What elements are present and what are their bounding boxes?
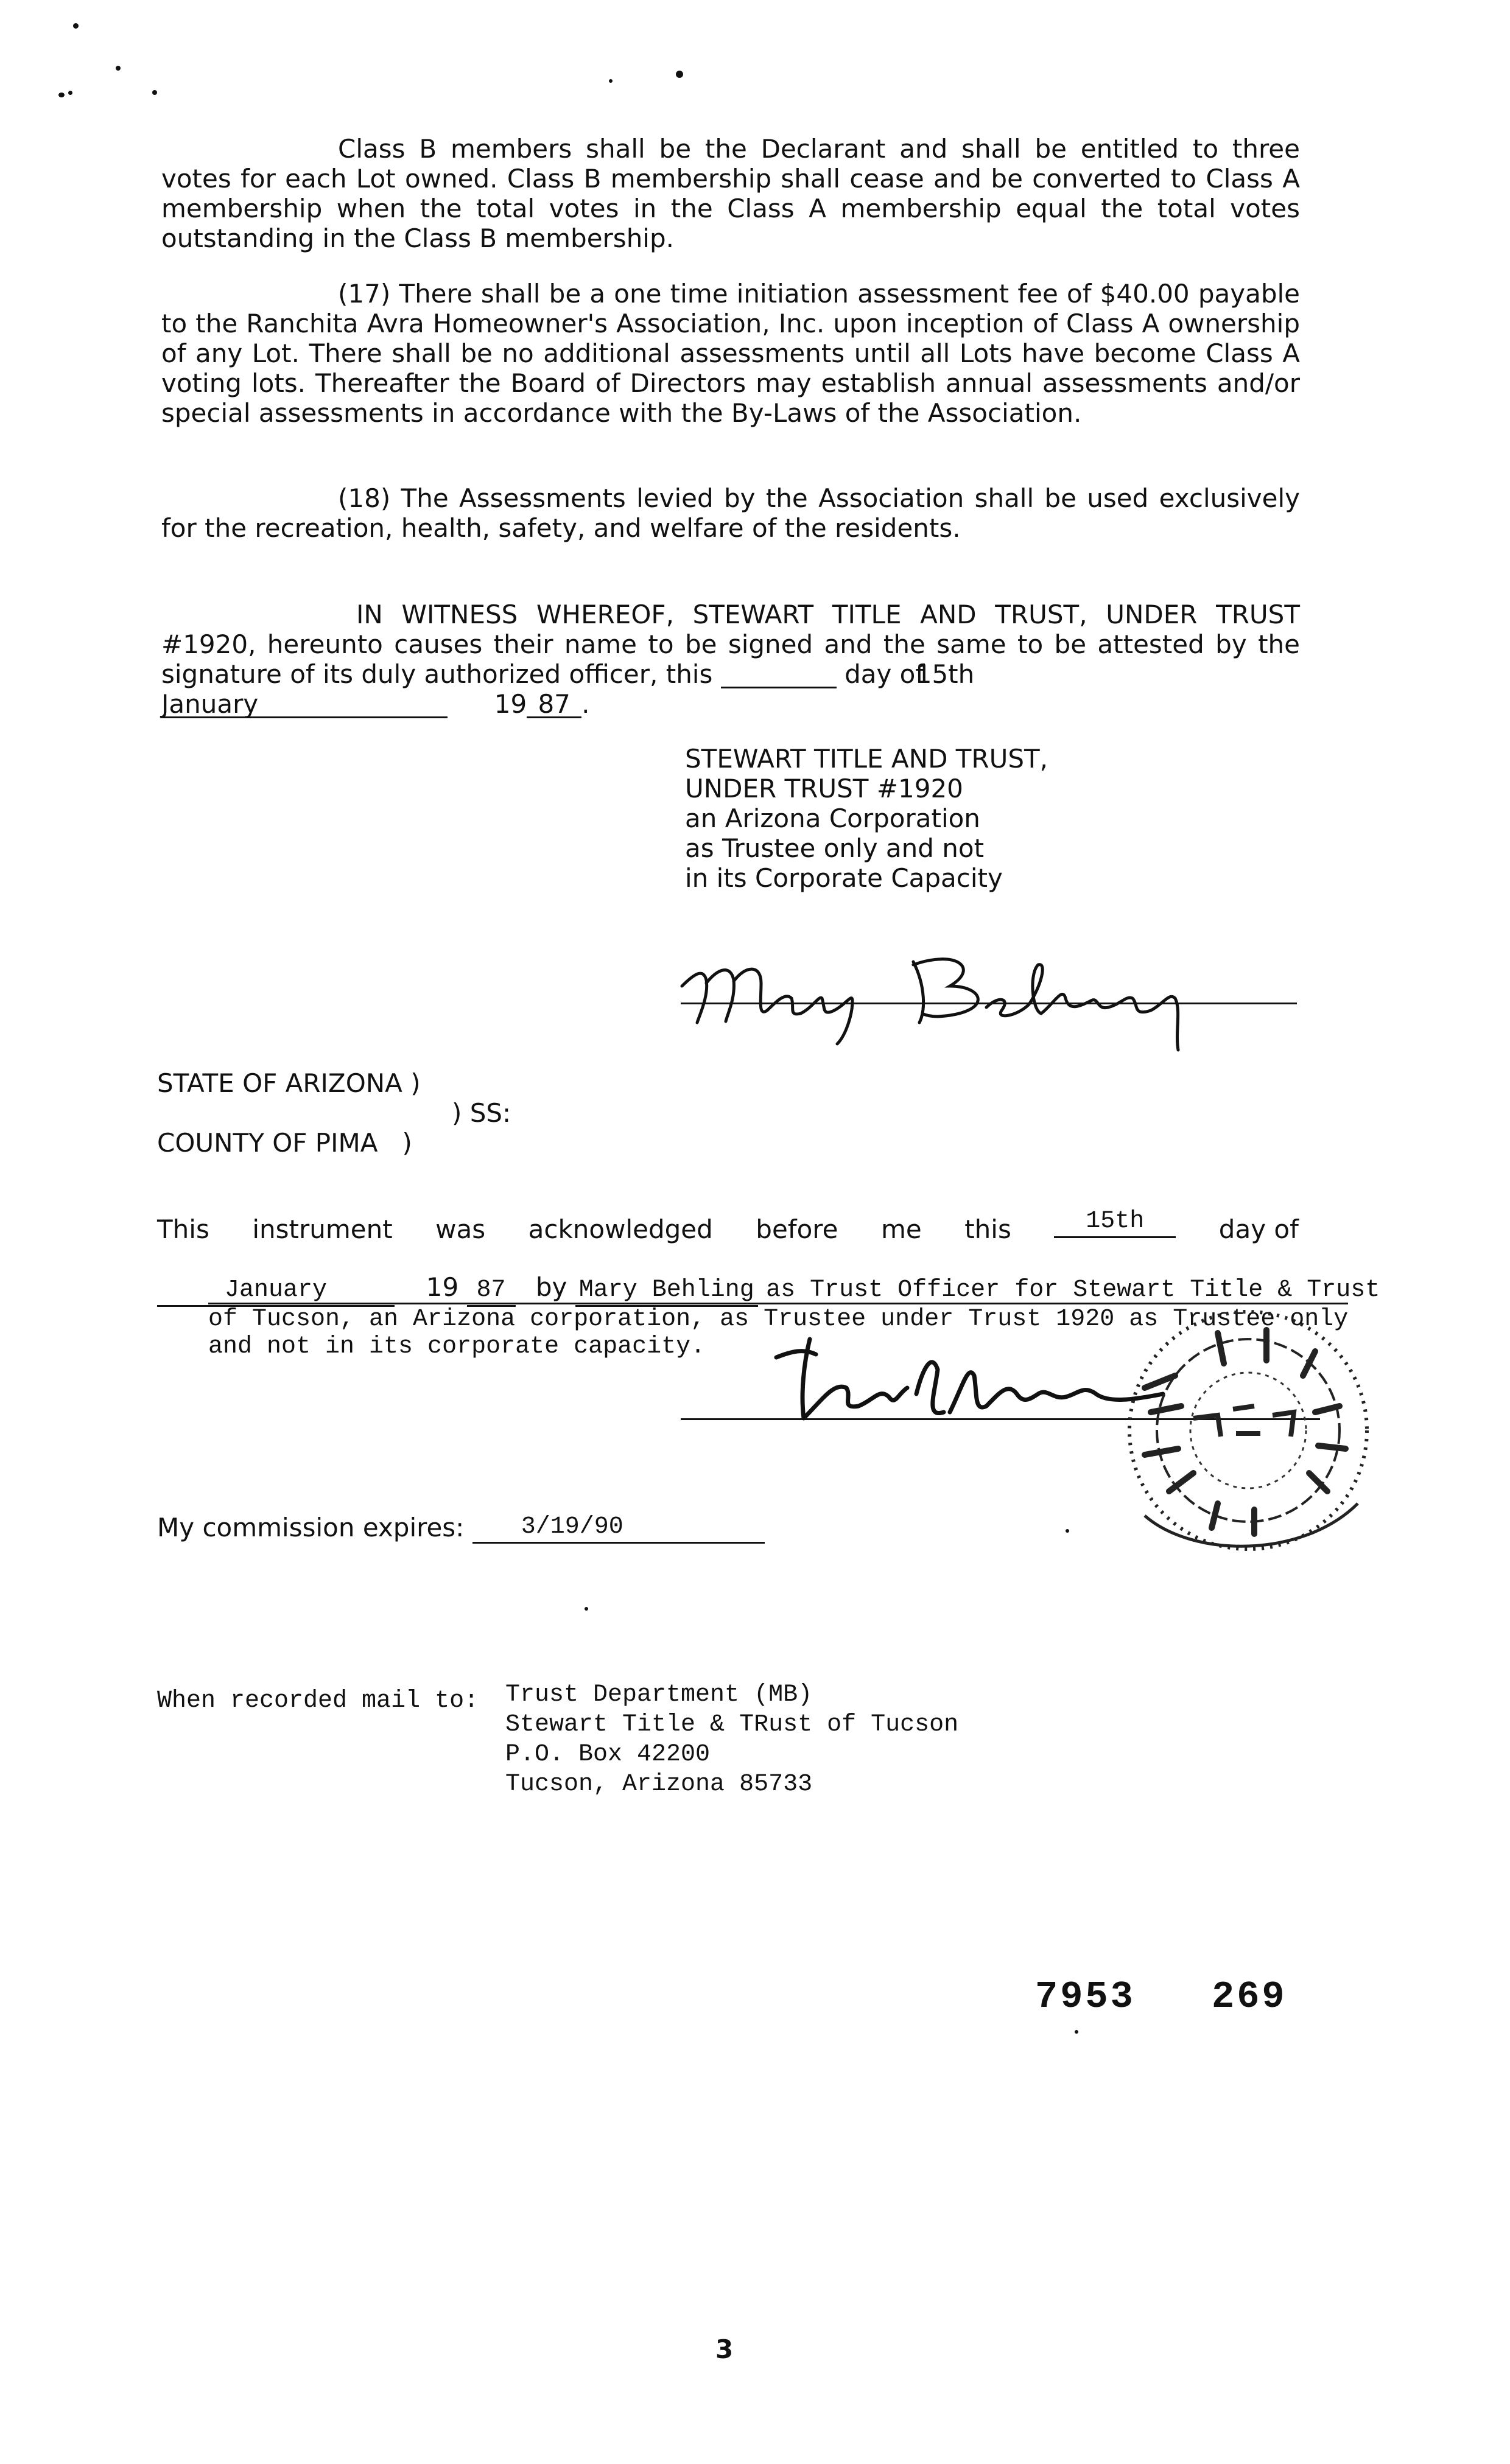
scan-speck <box>68 91 72 95</box>
scan-speck <box>609 79 613 83</box>
witness-month: January <box>161 692 448 718</box>
trustee-line: an Arizona Corporation <box>685 803 980 833</box>
witness-year-prefix: 19 <box>494 689 527 719</box>
ack-word: before <box>756 1214 838 1244</box>
paragraph-17 <box>161 279 1300 428</box>
notary-seal-stamp <box>1072 1284 1413 1577</box>
witness-period: . <box>581 689 590 719</box>
ack-by: by <box>535 1272 567 1302</box>
ack-word: This <box>157 1214 209 1244</box>
witness-text <box>161 600 1300 689</box>
paragraph-17-text: (17) There shall be a one time initiation assessment fee of $40.00 payable to the Ranchita Avra Homeowner's Association, Inc. upon inception of Class A ownership of any Lot. There shall be no additional assessments until all Lots have become Class A voting lots. Thereafter the Board of Directors may establish annual assessments and/or special assessments in accordance with the By-Laws of the Association. <box>161 279 1300 428</box>
book-number: 7953 <box>1035 1975 1136 2018</box>
ack-word: acknowledged <box>528 1214 713 1244</box>
mail-to-address <box>505 1680 958 1799</box>
mail-to-label: When recorded mail to: <box>157 1687 479 1715</box>
page-reference: 269 <box>1212 1975 1287 2018</box>
mail-to-line: P.O. Box 42200 <box>505 1741 711 1768</box>
trustee-line: in its Corporate Capacity <box>685 863 1003 893</box>
mail-to-line: Stewart Title & TRust of Tucson <box>505 1711 959 1738</box>
venue-block <box>157 1068 511 1158</box>
trustee-signature-line <box>681 1003 1297 1004</box>
trustee-line: as Trustee only and not <box>685 833 985 863</box>
witness-year: 87 <box>527 692 581 718</box>
scan-speck <box>1066 1529 1069 1533</box>
trustee-signature <box>670 937 1315 1059</box>
witness-day-suffix: day of <box>845 659 925 689</box>
witness-paragraph <box>161 600 1300 689</box>
ack-word: was <box>435 1214 486 1244</box>
mail-to-line: Trust Department (MB) <box>505 1681 813 1709</box>
paragraph-18-text: (18) The Assessments levied by the Association shall be used exclusively for the recreation, health, safety, and welfare of the residents. <box>161 483 1300 543</box>
venue-state: STATE OF ARIZONA ) <box>157 1068 421 1098</box>
ack-year: 87 <box>467 1275 516 1307</box>
ack-typed-rest: as Trust Officer for Stewart Title & Trust <box>766 1276 1380 1304</box>
ack-name: Mary Behling <box>575 1275 758 1307</box>
ack-day: 15th <box>1054 1206 1176 1238</box>
ack-word: this <box>964 1214 1011 1244</box>
scan-speck <box>585 1607 588 1611</box>
trustee-line: STEWART TITLE AND TRUST, <box>685 744 1048 774</box>
trustee-line: UNDER TRUST #1920 <box>685 774 963 803</box>
class-b-text: Class B members shall be the Declarant and shall be entitled to three votes for each Lot owned. Class B membership shall cease and be converted to Class A membership when the total votes in the Class A membership equal the total votes outstanding in the Class B membership. <box>161 134 1300 253</box>
scan-speck <box>73 23 79 29</box>
scan-speck <box>676 71 683 78</box>
venue-county: COUNTY OF PIMA ) <box>157 1128 412 1158</box>
ack-typed-line-2: of Tucson, an Arizona corporation, as Trustee under Trust 1920 as Trustee only <box>208 1303 1348 1334</box>
commission-line <box>157 1513 765 1547</box>
witness-day: 15th <box>721 662 837 688</box>
ack-word: instrument <box>252 1214 393 1244</box>
ack-year-prefix: 19 <box>426 1272 459 1302</box>
class-b-paragraph <box>161 134 1300 253</box>
page-number: 3 <box>715 2334 734 2364</box>
witness-date-line <box>161 689 590 719</box>
acknowledgment-line <box>157 1208 1299 1249</box>
paragraph-18 <box>161 483 1300 543</box>
commission-date: 3/19/90 <box>472 1512 765 1544</box>
venue-ss: ) SS: <box>452 1098 511 1128</box>
ack-typed-line-3: and not in its corporate capacity. <box>208 1333 706 1360</box>
witness-body: IN WITNESS WHEREOF, STEWART TITLE AND TRUST, UNDER TRUST #1920, hereunto causes their name to be signed and the same to be attested by the signature of its duly authorized officer, this <box>161 600 1300 689</box>
trustee-block <box>685 744 1048 893</box>
mail-to-line: Tucson, Arizona 85733 <box>505 1771 813 1798</box>
ack-word: me <box>880 1214 922 1244</box>
ack-day-of: day of <box>1218 1214 1299 1244</box>
commission-label: My commission expires: <box>157 1513 465 1542</box>
scan-speck <box>152 90 157 95</box>
ack-month: January <box>157 1275 395 1307</box>
scan-speck <box>1075 2030 1078 2034</box>
scan-speck <box>116 66 121 71</box>
scan-speck <box>58 93 65 97</box>
